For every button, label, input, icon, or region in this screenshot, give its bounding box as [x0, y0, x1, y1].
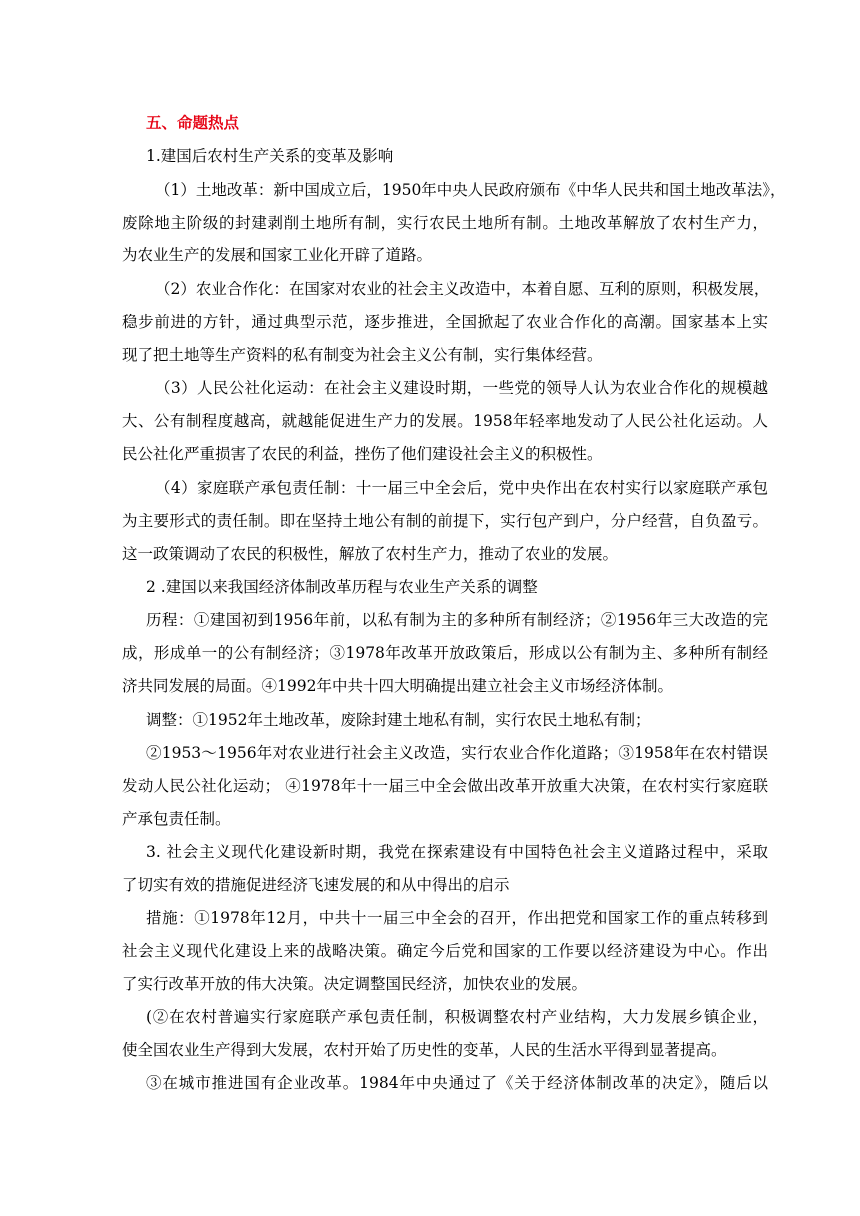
paragraph-line: 成，形成单一的公有制经济；③1978年改革开放政策后，形成以公有制为主、多种所有制经	[122, 644, 768, 662]
paragraph-line: 大、公有制程度越高，就越能促进生产力的发展。1958年轻率地发动了人民公社化运动。人	[122, 412, 768, 430]
paragraph-line: （3）人民公社化运动：在社会主义建设时期，一些党的领导人认为农业合作化的规模越	[155, 379, 768, 397]
item-3-title: 了切实有效的措施促进经济飞速发展的和从中得出的启示	[122, 876, 510, 894]
paragraph-line: 这一政策调动了农民的积极性，解放了农村生产力，推动了农业的发展。	[122, 545, 619, 563]
paragraph-line: 调整：①1952年土地改革，废除封建土地私有制，实行农民土地私有制；	[146, 711, 651, 729]
item-2-title: 2 .建国以来我国经济体制改革历程与农业生产关系的调整	[146, 578, 538, 596]
item-3-title: 3. 社会主义现代化建设新时期，我党在探索建设有中国特色社会主义道路过程中，采取	[146, 843, 768, 861]
paragraph-line: 废除地主阶级的封建剥削土地所有制，实行农民土地所有制。土地改革解放了农村生产力，	[122, 214, 768, 232]
paragraph-line: (②在农村普遍实行家庭联产承包责任制，积极调整农村产业结构，大力发展乡镇企业，	[146, 1008, 768, 1026]
paragraph-line: 产承包责任制。	[122, 810, 231, 828]
paragraph-line: 发动人民公社化运动； ④1978年十一届三中全会做出改革开放重大决策，在农村实行家庭联	[122, 777, 768, 795]
paragraph-line: ③在城市推进国有企业改革。1984年中央通过了《关于经济体制改革的决定》，随后以	[146, 1074, 768, 1092]
paragraph-line: 历程：①建国初到1956年前，以私有制为主的多种所有制经济；②1956年三大改造的完	[146, 611, 768, 629]
paragraph-line: 措施：①1978年12月，中共十一届三中全会的召开，作出把党和国家工作的重点转移到	[146, 909, 768, 927]
paragraph-line: 现了把土地等生产资料的私有制变为社会主义公有制，实行集体经营。	[122, 346, 603, 364]
section-heading: 五、命题热点	[146, 113, 240, 132]
paragraph-line: 济共同发展的局面。④1992年中共十四大明确提出建立社会主义市场经济体制。	[122, 677, 673, 695]
paragraph-line: 民公社化严重损害了农民的利益，挫伤了他们建设社会主义的积极性。	[122, 445, 603, 463]
paragraph-line: 稳步前进的方针，通过典型示范，逐步推进，全国掀起了农业合作化的高潮。国家基本上实	[122, 313, 768, 331]
paragraph-line: 为主要形式的责任制。即在坚持土地公有制的前提下，实行包产到户，分户经营，自负盈亏。	[122, 512, 768, 530]
paragraph-line: 为农业生产的发展和国家工业化开辟了道路。	[122, 246, 433, 264]
paragraph-line: （2）农业合作化：在国家对农业的社会主义改造中，本着自愿、互利的原则，积极发展，	[155, 280, 770, 298]
paragraph-line: 社会主义现代化建设上来的战略决策。确定今后党和国家的工作要以经济建设为中心。作出	[122, 942, 768, 960]
paragraph-line: ②1953～1956年对农业进行社会主义改造，实行农业合作化道路；③1958年在农村错误	[146, 744, 768, 762]
paragraph-line: 了实行改革开放的伟大决策。决定调整国民经济，加快农业的发展。	[122, 975, 588, 993]
item-1-title: 1.建国后农村生产关系的变革及影响	[146, 147, 394, 165]
paragraph-line: （1）土地改革：新中国成立后，1950年中央人民政府颁布《中华人民共和国土地改革法》，	[155, 181, 786, 199]
paragraph-line: （4）家庭联产承包责任制：十一届三中全会后，党中央作出在农村实行以家庭联产承包	[155, 479, 768, 497]
paragraph-line: 使全国农业生产得到大发展，农村开始了历史性的变革，人民的生活水平得到显著提高。	[122, 1041, 727, 1059]
